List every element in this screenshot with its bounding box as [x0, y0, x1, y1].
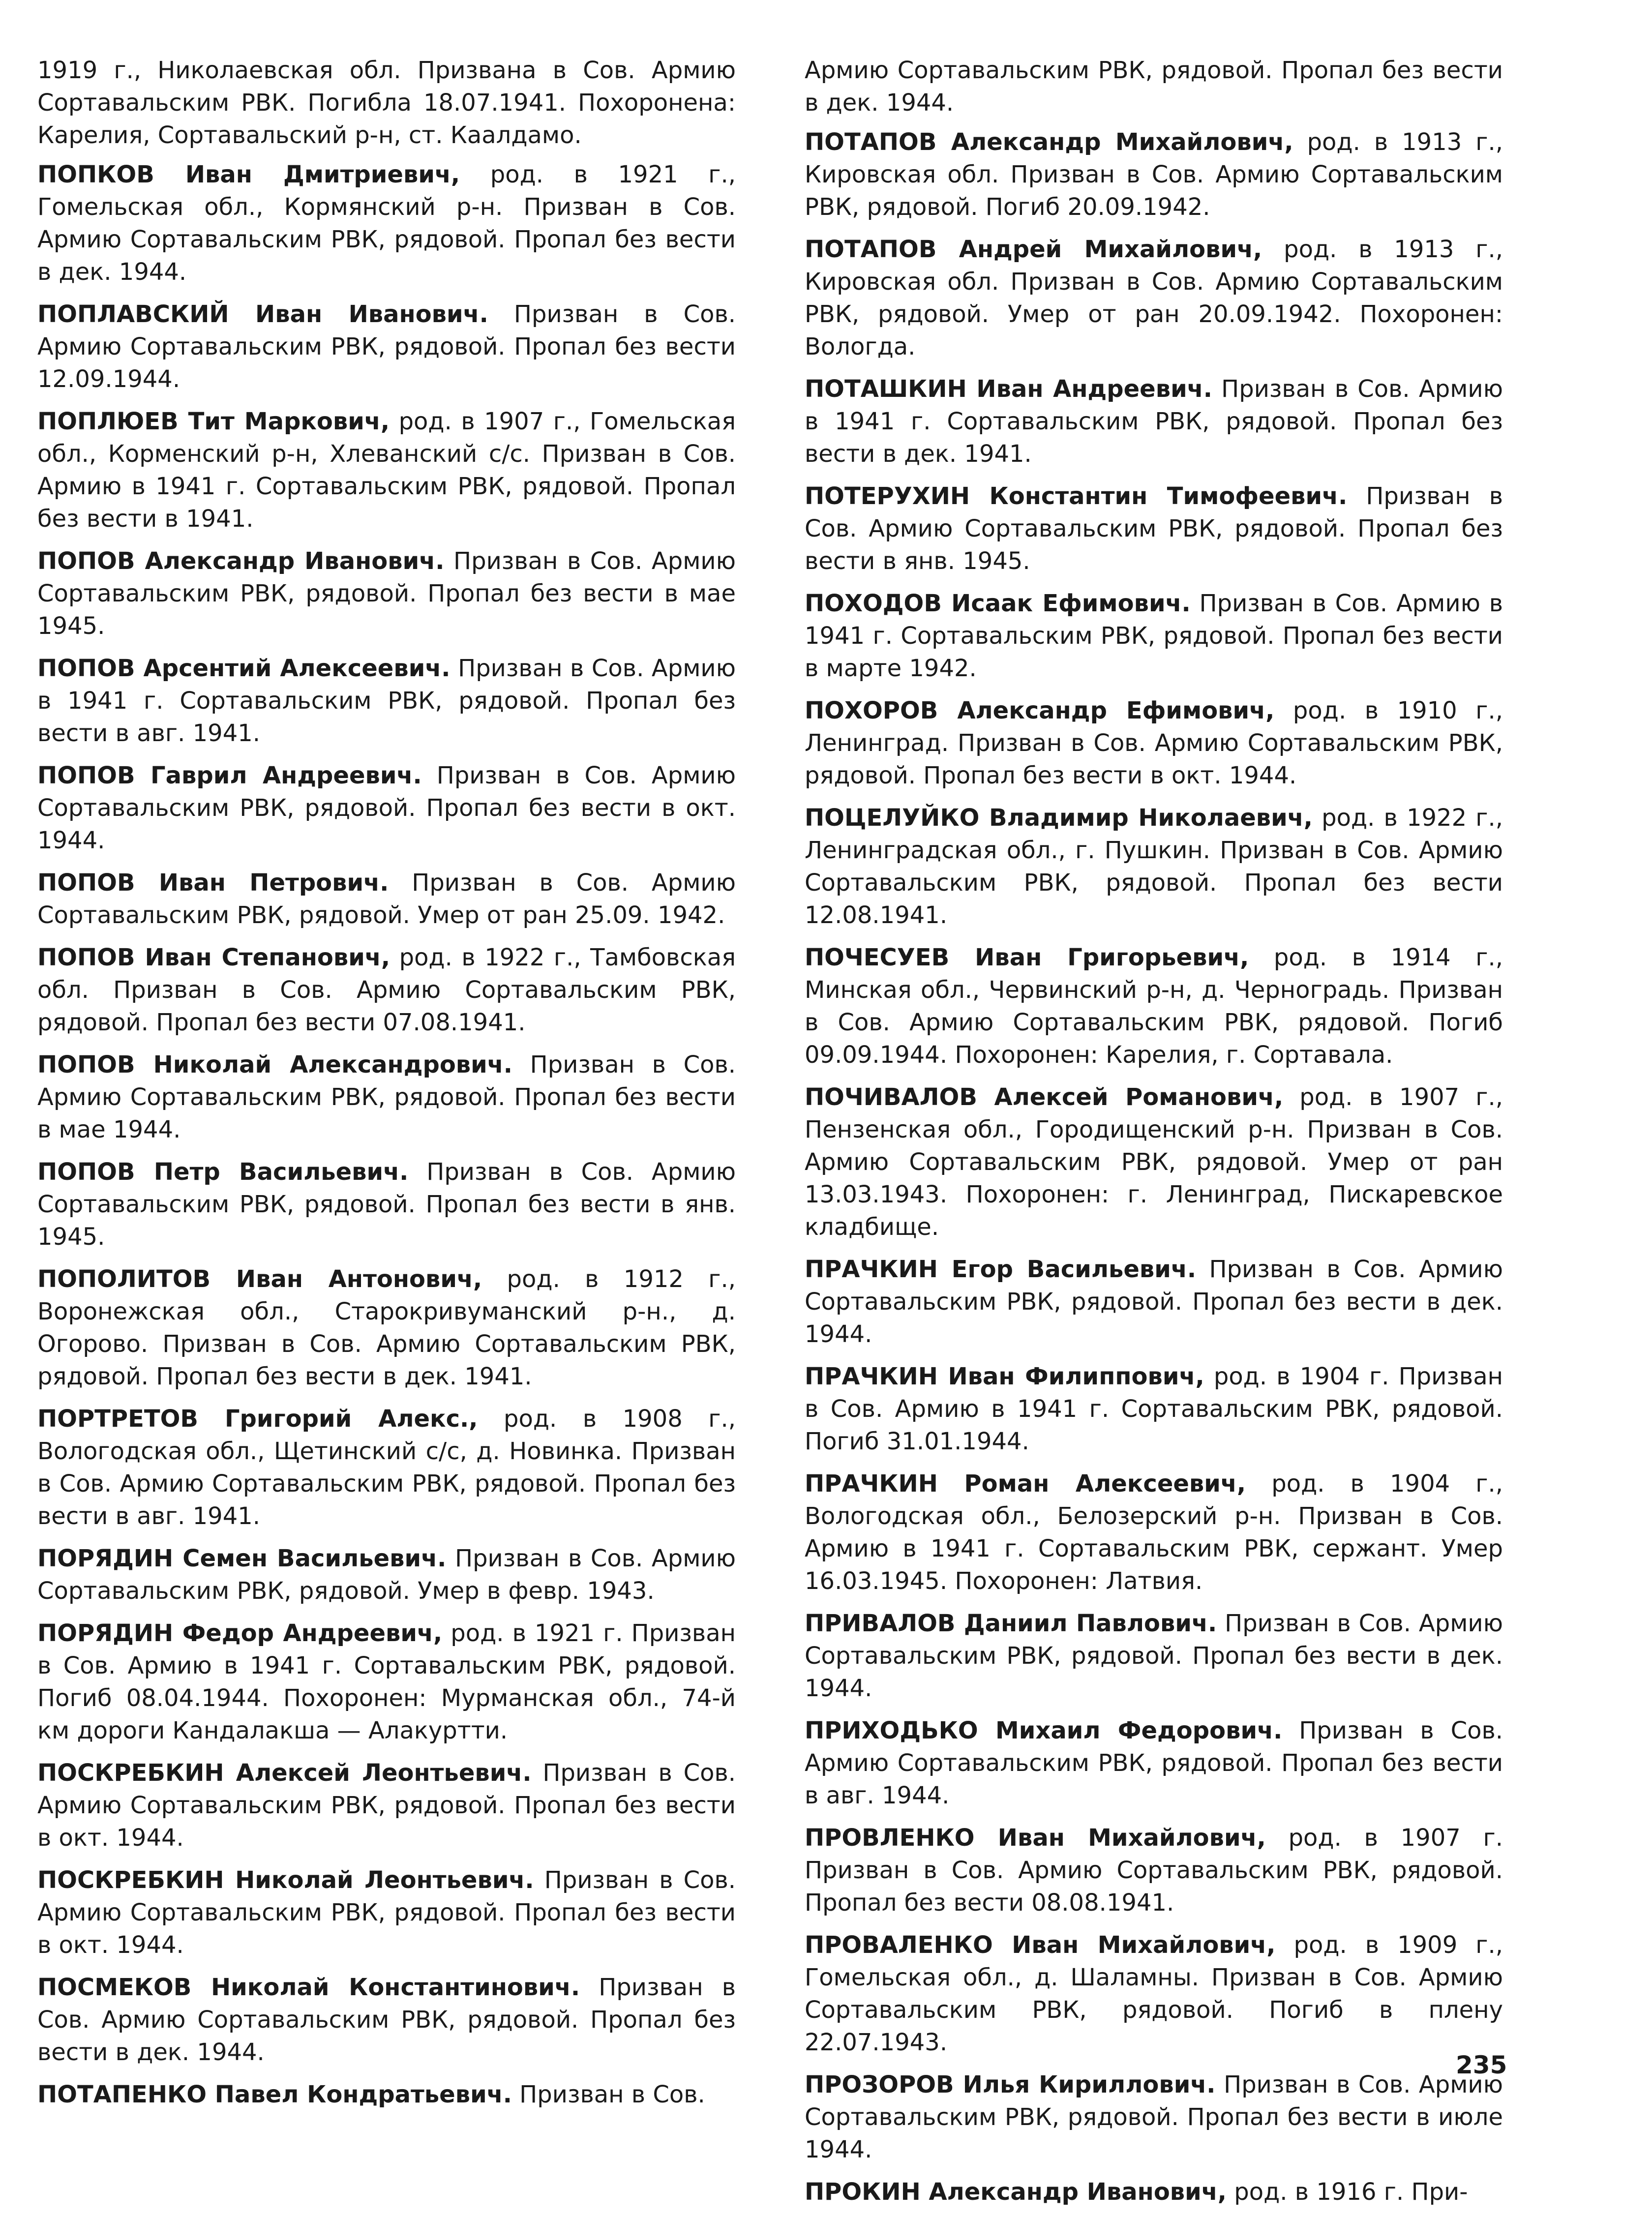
entry-text: род. в 1908 г., Вологодская обл., Щетинский с/с, д. Новинка. Призван в Сов. Армию Сортавальским РВК, рядовой. Пропал без вести в авг. 1941. — [37, 1405, 736, 1530]
entry — [805, 2176, 1503, 2208]
entry-name: ПОСМЕКОВ Николай Константинович. — [37, 1974, 580, 2001]
entry-text: род. в 1913 г., Кировская обл. Призван в Сов. Армию Сортавальским РВК, рядовой. Умер от ран 20.09.1942. Похоронен: Вологда. — [805, 236, 1503, 360]
entry-text: Призван в Сов. Армию в 1941 г. Сортавальским РВК, рядовой. Пропал без вести в авг. 1941. — [37, 655, 736, 747]
entry — [805, 233, 1503, 363]
entry — [37, 1971, 736, 2068]
entry-name: ПОПОВ Арсентий Алексеевич. — [37, 655, 451, 682]
entry-name: ПОРТРЕТОВ Григорий Алекс., — [37, 1405, 478, 1433]
entry — [37, 1542, 736, 1607]
entry-name: ПРИВАЛОВ Даниил Павлович. — [805, 1610, 1217, 1637]
entry-text: Призван в Сов. Армию Сортавальским РВК, рядовой. Пропал без вести в янв. 1945. — [37, 1158, 736, 1251]
entry — [37, 867, 736, 931]
entry — [37, 158, 736, 288]
entry-text: род. в 1921 г., Гомельская обл., Кормянский р-н. Призван в Сов. Армию Сортавальским РВК, рядовой. Пропал без вести в дек. 1944. — [37, 161, 736, 286]
entry-text: Призван в Сов. Армию Сортавальским РВК, рядовой. Пропал без вести в июле 1944. — [805, 2071, 1503, 2163]
entry — [805, 373, 1503, 470]
entry-name: ПРИХОДЬКО Михаил Федорович. — [805, 1717, 1283, 1744]
entry-text: Призван в Сов. Армию Сортавальским РВК, рядовой. Пропал без вести в дек. 1944. — [805, 1256, 1503, 1348]
entry — [37, 652, 736, 749]
entry-name: ПОТАПЕНКО Павел Кондратьевич. — [37, 2081, 512, 2108]
entry-name: ПОПОЛИТОВ Иван Антонович, — [37, 1265, 482, 1293]
entry-name: ПРОКИН Александр Иванович, — [805, 2178, 1227, 2206]
entry — [805, 802, 1503, 931]
entry-text: Призван в Сов. Армию Сортавальским РВК, рядовой. Пропал без вести в янв. 1945. — [805, 482, 1503, 575]
entry — [37, 1617, 736, 1747]
entry — [805, 54, 1503, 119]
entry — [805, 2068, 1503, 2166]
entry-text: Призван в Сов. Армию Сортавальским РВК, рядовой. Пропал без вести в окт. 1944. — [37, 762, 736, 854]
entry-text: Призван в Сов. Армию Сортавальским РВК, рядовой. Пропал без вести в авг. 1944. — [805, 1717, 1503, 1809]
entry-text: Призван в Сов. Армию Сортавальским РВК, рядовой. Умер от ран 25.09. 1942. — [37, 869, 736, 929]
entry-name: ПОРЯДИН Федор Андреевич, — [37, 1619, 443, 1647]
entry-text: Призван в Сов. Армию Сортавальским РВК, рядовой. Пропал без вести 12.09.1944. — [37, 300, 736, 393]
entry — [805, 1253, 1503, 1350]
entry — [805, 941, 1503, 1071]
entry-name: ПОЦЕЛУЙКО Владимир Николаевич, — [805, 804, 1313, 832]
entry — [37, 298, 736, 395]
entry-text: Призван в Сов. Армию Сортавальским РВК, рядовой. Пропал без вести в мае 1944. — [37, 1051, 736, 1143]
entry-text: 1919 г., Николаевская обл. Призвана в Сов. Армию Сортавальским РВК. Погибла 18.07.1941. Похоронена: Карелия, Сортавальский р-н, ст. Каалдамо. — [37, 57, 736, 149]
entry-text: род. в 1910 г., Ленинград. Призван в Сов. Армию Сортавальским РВК, рядовой. Пропал без вести в окт. 1944. — [805, 697, 1503, 789]
entry-name: ПОПОВ Гаврил Андреевич. — [37, 762, 422, 789]
entry — [805, 1607, 1503, 1705]
entry — [805, 1360, 1503, 1458]
entry-name: ПРОВАЛЕНКО Иван Михайлович, — [805, 1931, 1276, 1959]
left-column — [37, 54, 736, 2121]
right-column — [805, 54, 1503, 2218]
entry-name: ПРАЧКИН Роман Алексеевич, — [805, 1470, 1246, 1498]
entry-text: Призван в Сов. Армию Сортавальским РВК, рядовой. Пропал без вести в окт. 1944. — [37, 1866, 736, 1959]
entry — [805, 1468, 1503, 1597]
entry — [805, 694, 1503, 792]
entry-name: ПОПОВ Иван Петрович. — [37, 869, 389, 897]
entry-text: род. в 1907 г., Пензенская обл., Городищенский р-н. Призван в Сов. Армию Сортавальским РВК, рядовой. Умер от ран 13.03.1943. Похоронен: г. Ленинград, Пискаревское кладбище. — [805, 1083, 1503, 1241]
entry-text: Призван в Сов. Армию Сортавальским РВК, рядовой. Пропал без вести в дек. 1944. — [805, 1610, 1503, 1702]
entry-text: род. в 1922 г., Ленинградская обл., г. Пушкин. Призван в Сов. Армию Сортавальским РВК, рядовой. Пропал без вести 12.08.1941. — [805, 804, 1503, 929]
entry — [805, 480, 1503, 577]
entry-text: род. в 1921 г. Призван в Сов. Армию в 1941 г. Сортавальским РВК, рядовой. Погиб 08.04.1944. Похоронен: Мурманская обл., 74-й км дороги Кандалакша — Алакуртти. — [37, 1619, 736, 1744]
entry-text: Призван в Сов. Армию в 1941 г. Сортавальским РВК, рядовой. Пропал без вести в дек. 1941. — [805, 375, 1503, 468]
entry-name: ПОПОВ Николай Александрович. — [37, 1051, 512, 1079]
entry-name: ПОХОДОВ Исаак Ефимович. — [805, 590, 1191, 617]
entry — [805, 1714, 1503, 1812]
entry-text: род. в 1912 г., Воронежская обл., Старокривуманский р-н., д. Огорово. Призван в Сов. Армию Сортавальским РВК, рядовой. Пропал без вести в дек. 1941. — [37, 1265, 736, 1390]
entry-name: ПОПЛАВСКИЙ Иван Иванович. — [37, 300, 488, 328]
entry-name: ПОПКОВ Иван Дмитриевич, — [37, 161, 460, 188]
entry-name: ПОТАПОВ Александр Михайлович, — [805, 128, 1293, 156]
entry-text: Призван в Сов. Армию Сортавальским РВК, рядовой. Пропал без вести в мае 1945. — [37, 547, 736, 640]
page-number: 235 — [1456, 2051, 1507, 2079]
entry — [37, 545, 736, 642]
entry-text: род. в 1907 г., Гомельская обл., Корменский р-н, Хлеванский с/с. Призван в Сов. Армию в 1941 г. Сортавальским РВК, рядовой. Пропал без вести в 1941. — [37, 408, 736, 533]
entry — [37, 941, 736, 1039]
entry-name: ПОЧИВАЛОВ Алексей Романович, — [805, 1083, 1284, 1111]
entry-name: ПОТАШКИН Иван Андреевич. — [805, 375, 1212, 403]
entry — [37, 1263, 736, 1393]
entry — [37, 405, 736, 535]
entry-text: Призван в Сов. — [511, 2081, 705, 2108]
entry — [37, 1049, 736, 1146]
entry — [37, 1757, 736, 1854]
entry-text: род. в 1904 г., Вологодская обл., Белозерский р-н. Призван в Сов. Армию в 1941 г. Сортавальским РВК, сержант. Умер 16.03.1945. Похоронен: Латвия. — [805, 1470, 1503, 1595]
entry — [805, 1929, 1503, 2059]
entry-text: Призван в Сов. Армию в 1941 г. Сортавальским РВК, рядовой. Пропал без вести в марте 1942. — [805, 590, 1503, 682]
entry-text: Призван в Сов. Армию Сортавальским РВК, рядовой. Умер в февр. 1943. — [37, 1545, 736, 1605]
entry-text: Армию Сортавальским РВК, рядовой. Пропал без вести в дек. 1944. — [805, 57, 1503, 117]
entry-text: Призван в Сов. Армию Сортавальским РВК, рядовой. Пропал без вести в дек. 1944. — [37, 1974, 736, 2066]
entry-name: ПОТЕРУХИН Константин Тимофеевич. — [805, 482, 1348, 510]
entry-text: род. в 1907 г. Призван в Сов. Армию Сортавальским РВК, рядовой. Пропал без вести 08.08.1941. — [805, 1824, 1503, 1917]
entry-text: Призван в Сов. Армию Сортавальским РВК, рядовой. Пропал без вести в окт. 1944. — [37, 1759, 736, 1852]
entry-name: ПОСКРЕБКИН Николай Леонтьевич. — [37, 1866, 534, 1894]
entry — [37, 759, 736, 857]
entry-name: ПОПОВ Петр Васильевич. — [37, 1158, 409, 1186]
entry-name: ПРОВЛЕНКО Иван Михайлович, — [805, 1824, 1266, 1852]
entry-name: ПРОЗОРОВ Илья Кириллович. — [805, 2071, 1216, 2098]
entry-text: род. в 1913 г., Кировская обл. Призван в Сов. Армию Сортавальским РВК, рядовой. Погиб 20.09.1942. — [805, 128, 1503, 221]
entry — [37, 1156, 736, 1253]
entry-name: ПОТАПОВ Андрей Михайлович, — [805, 236, 1262, 263]
entry-text: род. в 1922 г., Тамбовская обл. Призван в Сов. Армию Сортавальским РВК, рядовой. Пропал без вести 07.08.1941. — [37, 944, 736, 1036]
entry-name: ПОХОРОВ Александр Ефимович, — [805, 697, 1275, 724]
entry-name: ПОПЛЮЕВ Тит Маркович, — [37, 408, 390, 435]
entry-text: род. в 1909 г., Гомельская обл., д. Шаламны. Призван в Сов. Армию Сортавальским РВК, рядовой. Погиб в плену 22.07.1943. — [805, 1931, 1503, 2056]
entry-name: ПРАЧКИН Егор Васильевич. — [805, 1256, 1197, 1283]
entry-text: род. в 1914 г., Минская обл., Червинский р-н, д. Черноградь. Призван в Сов. Армию Сортавальским РВК, рядовой. Погиб 09.09.1944. Похоронен: Карелия, г. Сортавала. — [805, 944, 1503, 1069]
entry-name: ПОПОВ Иван Степанович, — [37, 944, 390, 971]
entry — [805, 1822, 1503, 1919]
entry-name: ПОСКРЕБКИН Алексей Леонтьевич. — [37, 1759, 532, 1787]
entry — [37, 2078, 736, 2111]
entry — [805, 126, 1503, 223]
entry-name: ПОЧЕСУЕВ Иван Григорьевич, — [805, 944, 1249, 971]
entry-name: ПОПОВ Александр Иванович. — [37, 547, 445, 575]
entry — [805, 1081, 1503, 1243]
entry-text: род. в 1916 г. При- — [1227, 2178, 1468, 2206]
entry — [37, 1403, 736, 1532]
entry-name: ПРАЧКИН Иван Филиппович, — [805, 1363, 1204, 1390]
entry — [805, 587, 1503, 685]
entry-name: ПОРЯДИН Семен Васильевич. — [37, 1545, 447, 1572]
entry-text: род. в 1904 г. Призван в Сов. Армию в 1941 г. Сортавальским РВК, рядовой. Погиб 31.01.1944. — [805, 1363, 1503, 1455]
entry — [37, 54, 736, 151]
entry — [37, 1864, 736, 1961]
